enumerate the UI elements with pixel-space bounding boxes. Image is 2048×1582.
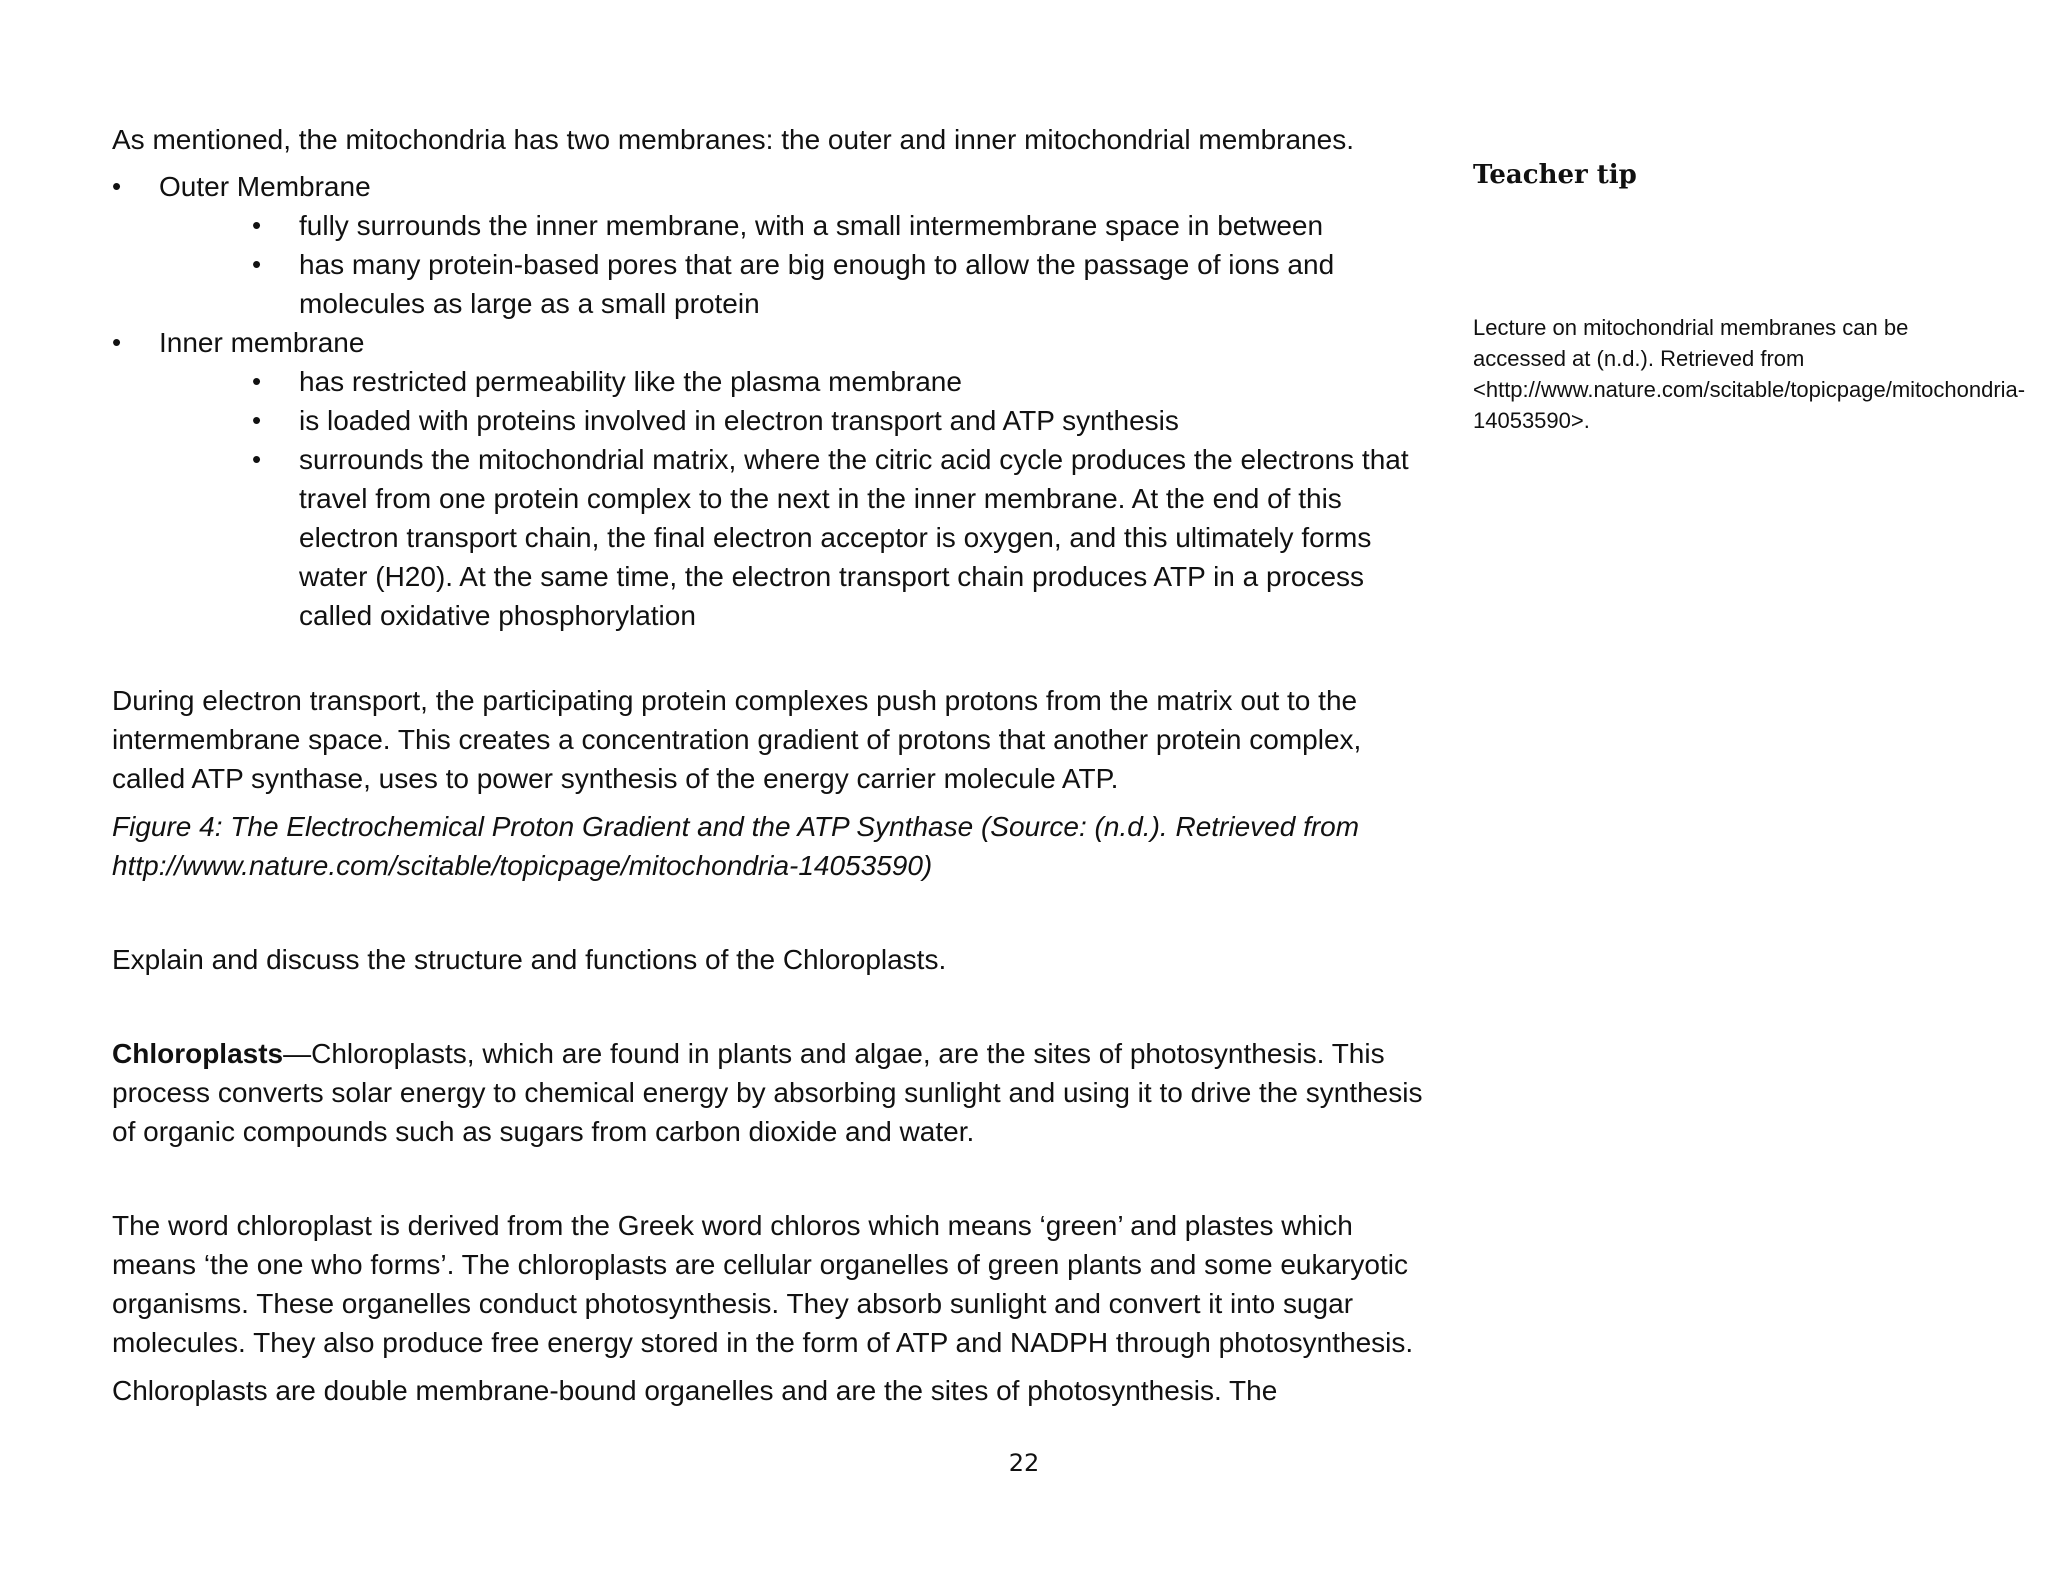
spacer — [112, 1151, 1442, 1206]
sub-list-item — [252, 362, 1442, 401]
list-item-label: Inner membrane — [159, 327, 365, 358]
chloroplasts-definition: —Chloroplasts, which are found in plants and algae, are the sites of photosynthesis. This process converts solar energy to chemical energy by absorbing sunlight and using it to drive the synthesis of organic compounds such as sugars from carbon dioxide and water. — [112, 1038, 1423, 1147]
outer-membrane-sublist — [159, 206, 1442, 323]
list-item-inner-membrane — [112, 323, 1442, 635]
sub-list-item-text: surrounds the mitochondrial matrix, where the citric acid cycle produces the electrons that travel from one protein complex to the next in the inner membrane. At the end of this electron transport chain, the final electron acceptor is oxygen, and this ultimately forms water (H20). At the same time, the electron transport chain produces ATP in a process called oxidative phosphorylation — [299, 444, 1409, 631]
sub-list-item — [252, 206, 1442, 245]
spacer — [112, 979, 1442, 1034]
sub-list-item-text: has restricted permeability like the plasma membrane — [299, 366, 962, 397]
electron-transport-paragraph: During electron transport, the participating protein complexes push protons from the matrix out to the intermembrane space. This creates a concentration gradient of protons that another protein complex, called ATP synthase, uses to power synthesis of the energy carrier molecule ATP. — [112, 685, 1362, 794]
sub-list-item — [252, 401, 1442, 440]
sidebar-title: Teacher tip — [1473, 160, 1637, 190]
figure-caption: Figure 4: The Electrochemical Proton Gradient and the ATP Synthase (Source: (n.d.). Retrieved from http://www.nature.com/scitable/topicpage/mitochondria-14053590) — [112, 811, 1360, 881]
sub-list-item — [252, 440, 1442, 635]
inner-membrane-sublist — [159, 362, 1442, 635]
bullet-icon: • — [252, 366, 262, 396]
sub-list-item-text: fully surrounds the inner membrane, with a small intermembrane space in between — [299, 210, 1324, 241]
sub-list-item-text: is loaded with proteins involved in electron transport and ATP synthesis — [299, 405, 1179, 436]
bullet-icon: • — [252, 249, 262, 279]
bullet-icon: • — [112, 171, 122, 201]
intro-paragraph: As mentioned, the mitochondria has two membranes: the outer and inner mitochondrial membranes. — [112, 124, 1354, 155]
bullet-icon: • — [252, 405, 262, 435]
list-item-label: Outer Membrane — [159, 171, 371, 202]
bullet-icon: • — [252, 444, 262, 474]
sidebar-note: Lecture on mitochondrial membranes can be accessed at (n.d.). Retrieved from <http://www.nature.com/scitable/topicpage/mitochondria-14053590>. — [1473, 315, 2026, 433]
bullet-icon: • — [112, 327, 122, 357]
list-item-outer-membrane — [112, 167, 1442, 323]
chloroplasts-term: Chloroplasts — [112, 1038, 284, 1069]
sub-list-item — [252, 245, 1442, 323]
etymology-paragraph: The word chloroplast is derived from the Greek word chloros which means ‘green’ and plastes which means ‘the one who forms’. The chloroplasts are cellular organelles of green plants and some eukaryotic organisms. These organelles conduct photosynthesis. They absorb sunlight and convert it into sugar molecules. They also produce free energy stored in the form of ATP and NADPH through photosynthesis. — [112, 1210, 1414, 1358]
spacer — [112, 885, 1442, 940]
bullet-icon: • — [252, 210, 262, 240]
main-content — [112, 120, 1442, 1410]
membrane-list — [112, 167, 1442, 635]
chloroplasts-paragraph — [112, 1034, 1442, 1151]
spacer — [112, 798, 1442, 807]
page-number: 22 — [1008, 1449, 1040, 1477]
final-paragraph: Chloroplasts are double membrane-bound organelles and are the sites of photosynthesis. The — [112, 1375, 1278, 1406]
spacer — [112, 635, 1442, 681]
discussion-prompt: Explain and discuss the structure and functions of the Chloroplasts. — [112, 944, 947, 975]
teacher-tip-sidebar — [1473, 158, 2026, 436]
sub-list-item-text: has many protein-based pores that are big enough to allow the passage of ions and molecules as large as a small protein — [299, 249, 1335, 319]
spacer — [112, 1362, 1442, 1371]
